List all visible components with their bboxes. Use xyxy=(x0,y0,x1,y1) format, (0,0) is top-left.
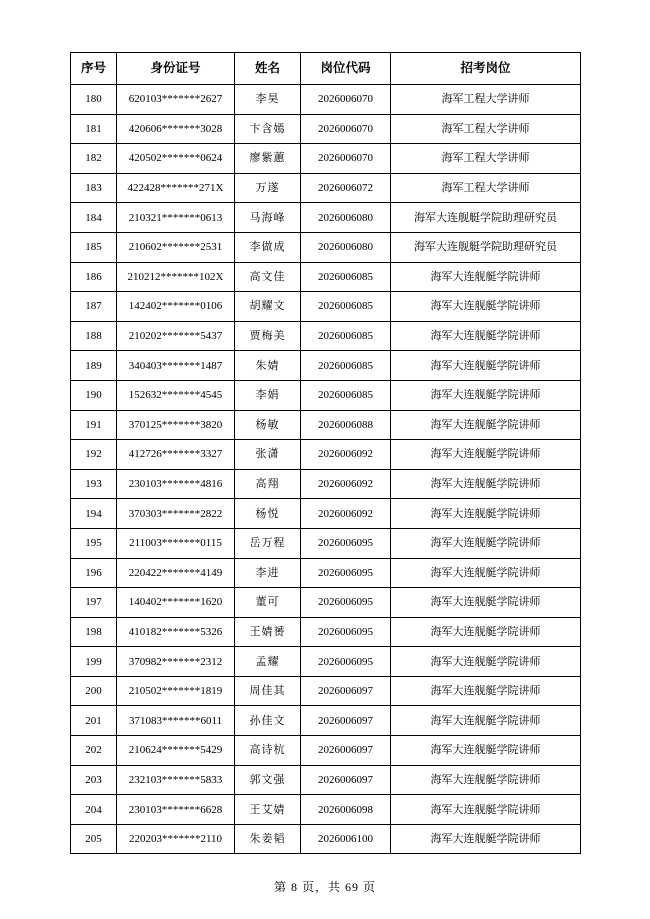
cell-applicant-name: 马海峰 xyxy=(235,203,301,233)
cell-applicant-name: 张潇 xyxy=(235,440,301,470)
cell-position-code: 2026006085 xyxy=(301,292,391,322)
cell-applicant-name: 卞含嫣 xyxy=(235,114,301,144)
cell-id-number: 370982*******2312 xyxy=(117,647,235,677)
cell-position-title: 海军大连舰艇学院讲师 xyxy=(391,440,581,470)
cell-id-number: 370303*******2822 xyxy=(117,499,235,529)
cell-applicant-name: 杨敏 xyxy=(235,410,301,440)
cell-applicant-name: 朱婧 xyxy=(235,351,301,381)
cell-id-number: 140402*******1620 xyxy=(117,588,235,618)
table-row xyxy=(71,173,581,203)
cell-applicant-name: 杨悦 xyxy=(235,499,301,529)
cell-position-code: 2026006095 xyxy=(301,647,391,677)
cell-applicant-name: 廖紫蕙 xyxy=(235,144,301,174)
cell-position-title: 海军工程大学讲师 xyxy=(391,144,581,174)
cell-id-number: 142402*******0106 xyxy=(117,292,235,322)
cell-sequence-number: 189 xyxy=(71,351,117,381)
cell-sequence-number: 200 xyxy=(71,676,117,706)
column-header-name: 姓名 xyxy=(235,53,301,85)
table-row xyxy=(71,558,581,588)
cell-position-title: 海军大连舰艇学院讲师 xyxy=(391,499,581,529)
cell-sequence-number: 190 xyxy=(71,380,117,410)
cell-position-code: 2026006097 xyxy=(301,736,391,766)
cell-position-title: 海军大连舰艇学院讲师 xyxy=(391,706,581,736)
cell-id-number: 210602*******2531 xyxy=(117,232,235,262)
cell-applicant-name: 李做成 xyxy=(235,232,301,262)
cell-applicant-name: 高文佳 xyxy=(235,262,301,292)
cell-sequence-number: 188 xyxy=(71,321,117,351)
cell-applicant-name: 王艾婧 xyxy=(235,795,301,825)
page-number-label: 第 8 页，共 69 页 xyxy=(273,880,376,894)
cell-sequence-number: 180 xyxy=(71,85,117,115)
cell-applicant-name: 朱姜韬 xyxy=(235,824,301,854)
table-row xyxy=(71,469,581,499)
table-row xyxy=(71,410,581,440)
table-body xyxy=(71,85,581,854)
cell-position-title: 海军大连舰艇学院讲师 xyxy=(391,321,581,351)
cell-position-title: 海军大连舰艇学院讲师 xyxy=(391,676,581,706)
cell-position-code: 2026006070 xyxy=(301,85,391,115)
cell-id-number: 220422*******4149 xyxy=(117,558,235,588)
cell-applicant-name: 李进 xyxy=(235,558,301,588)
cell-position-code: 2026006092 xyxy=(301,499,391,529)
cell-position-code: 2026006080 xyxy=(301,232,391,262)
applicant-roster-table xyxy=(70,52,581,854)
cell-position-code: 2026006085 xyxy=(301,321,391,351)
cell-id-number: 420606*******3028 xyxy=(117,114,235,144)
cell-sequence-number: 183 xyxy=(71,173,117,203)
cell-position-title: 海军大连舰艇学院讲师 xyxy=(391,736,581,766)
cell-position-code: 2026006085 xyxy=(301,351,391,381)
table-header xyxy=(71,53,581,85)
cell-position-title: 海军大连舰艇学院讲师 xyxy=(391,795,581,825)
cell-position-code: 2026006095 xyxy=(301,588,391,618)
cell-sequence-number: 186 xyxy=(71,262,117,292)
table-row xyxy=(71,647,581,677)
cell-sequence-number: 192 xyxy=(71,440,117,470)
table-row xyxy=(71,292,581,322)
column-header-post: 招考岗位 xyxy=(391,53,581,85)
cell-applicant-name: 胡耀文 xyxy=(235,292,301,322)
cell-id-number: 340403*******1487 xyxy=(117,351,235,381)
cell-sequence-number: 196 xyxy=(71,558,117,588)
cell-sequence-number: 205 xyxy=(71,824,117,854)
cell-id-number: 220203*******2110 xyxy=(117,824,235,854)
table-row xyxy=(71,528,581,558)
cell-sequence-number: 197 xyxy=(71,588,117,618)
table-row xyxy=(71,321,581,351)
cell-position-code: 2026006097 xyxy=(301,706,391,736)
cell-position-code: 2026006095 xyxy=(301,558,391,588)
cell-position-title: 海军大连舰艇学院助理研究员 xyxy=(391,203,581,233)
cell-sequence-number: 203 xyxy=(71,765,117,795)
cell-sequence-number: 198 xyxy=(71,617,117,647)
cell-id-number: 371083*******6011 xyxy=(117,706,235,736)
cell-sequence-number: 204 xyxy=(71,795,117,825)
table-row xyxy=(71,824,581,854)
cell-sequence-number: 182 xyxy=(71,144,117,174)
cell-id-number: 230103*******6628 xyxy=(117,795,235,825)
table-row xyxy=(71,736,581,766)
cell-id-number: 210624*******5429 xyxy=(117,736,235,766)
cell-position-title: 海军大连舰艇学院讲师 xyxy=(391,351,581,381)
cell-sequence-number: 185 xyxy=(71,232,117,262)
cell-position-code: 2026006088 xyxy=(301,410,391,440)
cell-applicant-name: 孙佳文 xyxy=(235,706,301,736)
cell-position-title: 海军大连舰艇学院助理研究员 xyxy=(391,232,581,262)
cell-position-code: 2026006070 xyxy=(301,114,391,144)
table-row xyxy=(71,144,581,174)
cell-position-code: 2026006095 xyxy=(301,528,391,558)
table-row xyxy=(71,676,581,706)
table-row xyxy=(71,85,581,115)
cell-position-code: 2026006085 xyxy=(301,262,391,292)
table-row xyxy=(71,706,581,736)
cell-position-code: 2026006070 xyxy=(301,144,391,174)
cell-id-number: 210202*******5437 xyxy=(117,321,235,351)
cell-applicant-name: 郭文强 xyxy=(235,765,301,795)
cell-applicant-name: 李昊 xyxy=(235,85,301,115)
cell-position-title: 海军大连舰艇学院讲师 xyxy=(391,765,581,795)
cell-sequence-number: 187 xyxy=(71,292,117,322)
cell-position-code: 2026006095 xyxy=(301,617,391,647)
cell-id-number: 422428*******271X xyxy=(117,173,235,203)
cell-id-number: 152632*******4545 xyxy=(117,380,235,410)
cell-id-number: 412726*******3327 xyxy=(117,440,235,470)
cell-id-number: 420502*******0624 xyxy=(117,144,235,174)
table-row xyxy=(71,380,581,410)
cell-position-title: 海军大连舰艇学院讲师 xyxy=(391,617,581,647)
cell-position-code: 2026006085 xyxy=(301,380,391,410)
cell-sequence-number: 202 xyxy=(71,736,117,766)
cell-position-title: 海军工程大学讲师 xyxy=(391,114,581,144)
column-header-code: 岗位代码 xyxy=(301,53,391,85)
cell-applicant-name: 贾梅美 xyxy=(235,321,301,351)
table-row xyxy=(71,351,581,381)
cell-position-code: 2026006100 xyxy=(301,824,391,854)
cell-applicant-name: 孟耀 xyxy=(235,647,301,677)
cell-position-code: 2026006097 xyxy=(301,676,391,706)
table-row xyxy=(71,588,581,618)
cell-position-title: 海军大连舰艇学院讲师 xyxy=(391,292,581,322)
cell-applicant-name: 李娟 xyxy=(235,380,301,410)
cell-position-title: 海军大连舰艇学院讲师 xyxy=(391,262,581,292)
column-header-seq: 序号 xyxy=(71,53,117,85)
cell-position-title: 海军大连舰艇学院讲师 xyxy=(391,380,581,410)
cell-position-title: 海军大连舰艇学院讲师 xyxy=(391,469,581,499)
cell-sequence-number: 181 xyxy=(71,114,117,144)
cell-applicant-name: 岳万程 xyxy=(235,528,301,558)
cell-position-title: 海军大连舰艇学院讲师 xyxy=(391,410,581,440)
cell-applicant-name: 万遂 xyxy=(235,173,301,203)
cell-id-number: 210321*******0613 xyxy=(117,203,235,233)
cell-position-code: 2026006097 xyxy=(301,765,391,795)
cell-sequence-number: 184 xyxy=(71,203,117,233)
cell-sequence-number: 199 xyxy=(71,647,117,677)
table-row xyxy=(71,203,581,233)
cell-applicant-name: 周佳其 xyxy=(235,676,301,706)
cell-position-code: 2026006080 xyxy=(301,203,391,233)
cell-sequence-number: 193 xyxy=(71,469,117,499)
cell-sequence-number: 201 xyxy=(71,706,117,736)
cell-position-title: 海军工程大学讲师 xyxy=(391,85,581,115)
cell-position-title: 海军大连舰艇学院讲师 xyxy=(391,588,581,618)
table-row xyxy=(71,232,581,262)
cell-position-code: 2026006092 xyxy=(301,469,391,499)
table-row xyxy=(71,795,581,825)
cell-applicant-name: 董可 xyxy=(235,588,301,618)
cell-id-number: 210502*******1819 xyxy=(117,676,235,706)
cell-position-code: 2026006072 xyxy=(301,173,391,203)
cell-applicant-name: 王婧赟 xyxy=(235,617,301,647)
table-row xyxy=(71,765,581,795)
cell-id-number: 211003*******0115 xyxy=(117,528,235,558)
table-row xyxy=(71,617,581,647)
cell-position-code: 2026006098 xyxy=(301,795,391,825)
page-footer xyxy=(0,878,650,895)
cell-sequence-number: 194 xyxy=(71,499,117,529)
cell-position-title: 海军大连舰艇学院讲师 xyxy=(391,558,581,588)
cell-applicant-name: 高诗杭 xyxy=(235,736,301,766)
cell-position-title: 海军大连舰艇学院讲师 xyxy=(391,647,581,677)
cell-sequence-number: 191 xyxy=(71,410,117,440)
cell-position-code: 2026006092 xyxy=(301,440,391,470)
cell-id-number: 232103*******5833 xyxy=(117,765,235,795)
table-row xyxy=(71,440,581,470)
table-row xyxy=(71,499,581,529)
cell-id-number: 370125*******3820 xyxy=(117,410,235,440)
cell-applicant-name: 高翔 xyxy=(235,469,301,499)
table-row xyxy=(71,262,581,292)
cell-position-title: 海军工程大学讲师 xyxy=(391,173,581,203)
cell-position-title: 海军大连舰艇学院讲师 xyxy=(391,824,581,854)
table-row xyxy=(71,114,581,144)
cell-id-number: 410182*******5326 xyxy=(117,617,235,647)
table-header-row xyxy=(71,53,581,85)
cell-sequence-number: 195 xyxy=(71,528,117,558)
cell-id-number: 210212*******102X xyxy=(117,262,235,292)
column-header-id: 身份证号 xyxy=(117,53,235,85)
cell-id-number: 230103*******4816 xyxy=(117,469,235,499)
cell-id-number: 620103*******2627 xyxy=(117,85,235,115)
cell-position-title: 海军大连舰艇学院讲师 xyxy=(391,528,581,558)
